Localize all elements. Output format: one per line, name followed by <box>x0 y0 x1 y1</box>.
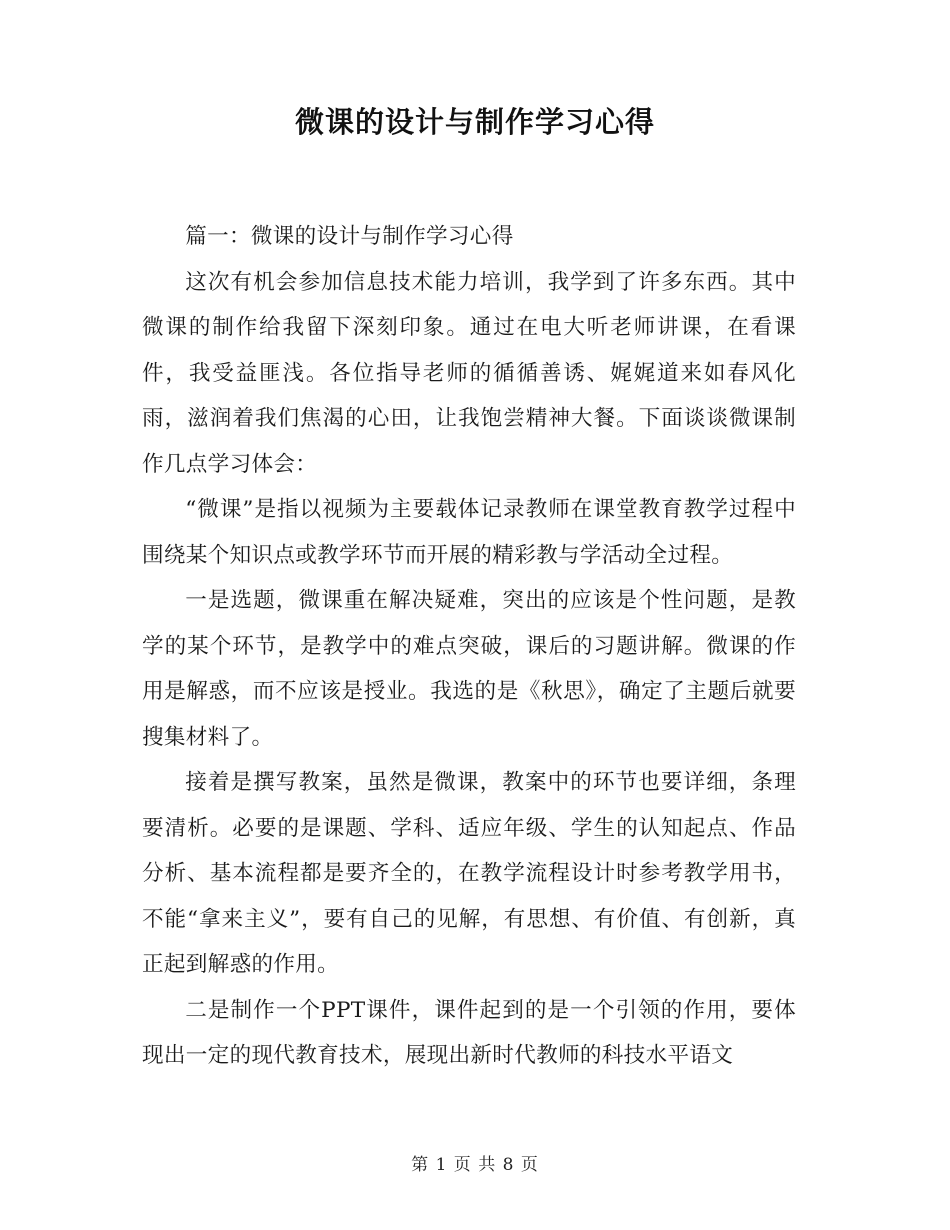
paragraph-definition: “微课”是指以视频为主要载体记录教师在课堂教育教学过程中围绕某个知识点或教学环节而开展的精彩教与学活动全过程。 <box>142 497 796 568</box>
document-title: 微课的设计与制作学习心得 <box>294 105 655 139</box>
paragraph-intro: 这次有机会参加信息技术能力培训，我学到了许多东西。其中微课的制作给我留下深刻印象。通过在电大听老师讲课，在看课件，我受益匪浅。各位指导老师的循循善诱、娓娓道来如春风化雨，滋润着我们焦渴的心田，让我饱尝精神大餐。下面谈谈微课制作几点学习体会： <box>142 269 796 477</box>
paragraph-ppt: 二是制作一个PPT课件，课件起到的是一个引领的作用，要体现出一定的现代教育技术，展现出新时代教师的科技水平语文 <box>142 997 796 1068</box>
paragraph-heading: 篇一：微课的设计与制作学习心得 <box>185 224 514 249</box>
paragraph-topic-selection: 一是选题，微课重在解决疑难，突出的应该是个性问题，是教学的某个环节，是教学中的难点突破，课后的习题讲解。微课的作用是解惑，而不应该是授业。我选的是《秋思》，确定了主题后就要搜集材料了。 <box>142 588 796 750</box>
document-body <box>142 214 796 1079</box>
page-footer: 第 1 页 共 8 页 <box>411 1155 539 1175</box>
paragraph-lesson-plan: 接着是撰写教案，虽然是微课，教案中的环节也要详细，条理要清析。必要的是课题、学科、适应年级、学生的认知起点、作品分析、基本流程都是要齐全的，在教学流程设计时参考教学用书，不能“拿来主义”，要有自己的见解，有思想、有价值、有创新，真正起到解惑的作用。 <box>142 770 796 977</box>
